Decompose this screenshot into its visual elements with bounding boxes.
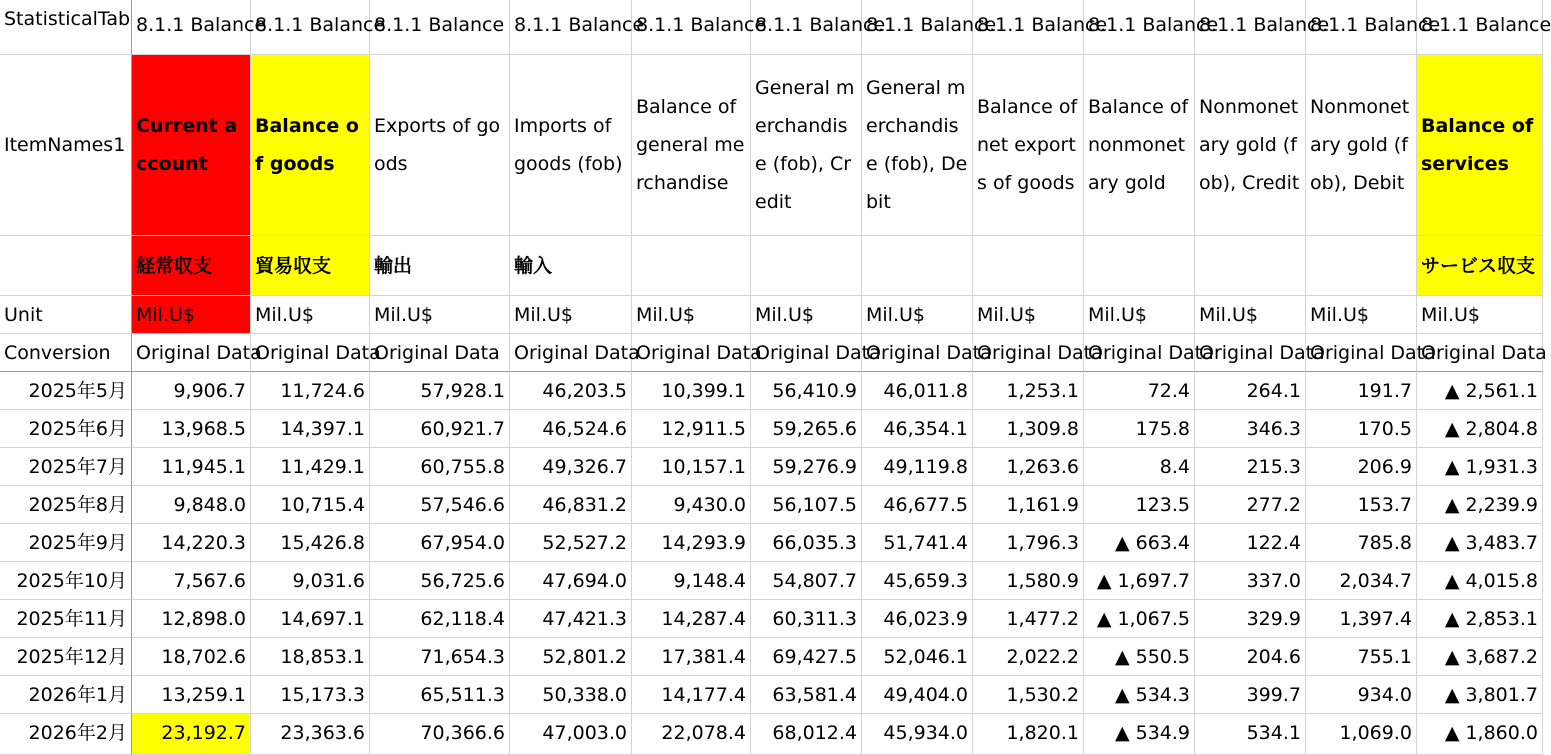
header-title[interactable]: 8.1.1 Balance [751,0,862,55]
data-cell[interactable]: 71,654.3 [370,638,510,676]
row-date[interactable]: 2025年5月 [0,372,132,410]
data-cell[interactable]: 22,078.4 [632,714,751,755]
data-cell[interactable]: 60,311.3 [751,600,862,638]
data-cell[interactable]: 1,477.2 [973,600,1084,638]
header-item-name[interactable]: Imports of goods (fob) [510,55,632,236]
data-cell[interactable]: 46,354.1 [862,410,973,448]
data-cell[interactable]: ▲ 3,483.7 [1417,524,1543,562]
data-cell[interactable]: ▲ 2,804.8 [1417,410,1543,448]
header-title[interactable]: 8.1.1 Balance [370,0,510,55]
data-cell[interactable]: 46,203.5 [510,372,632,410]
header-item-name[interactable]: Balance of net exports of goods [973,55,1084,236]
data-cell[interactable]: ▲ 3,801.7 [1417,676,1543,714]
header-title[interactable]: 8.1.1 Balance [1306,0,1417,55]
data-cell[interactable]: 46,524.6 [510,410,632,448]
header-conversion[interactable]: Original Data [251,334,370,372]
header-title[interactable]: 8.1.1 Balance [1084,0,1195,55]
data-cell[interactable]: 14,697.1 [251,600,370,638]
data-cell[interactable]: 69,427.5 [751,638,862,676]
row-date[interactable]: 2025年8月 [0,486,132,524]
header-conversion[interactable]: Original Data [973,334,1084,372]
row-label-blank[interactable] [0,236,132,296]
data-cell[interactable]: ▲ 1,860.0 [1417,714,1543,755]
data-cell[interactable]: 9,148.4 [632,562,751,600]
data-cell[interactable]: ▲ 534.9 [1084,714,1195,755]
data-cell[interactable]: 62,118.4 [370,600,510,638]
data-cell[interactable]: 49,404.0 [862,676,973,714]
data-cell[interactable]: 123.5 [1084,486,1195,524]
row-label-unit[interactable]: Unit [0,296,132,334]
data-cell[interactable]: 175.8 [1084,410,1195,448]
data-cell[interactable]: 12,898.0 [132,600,251,638]
header-conversion[interactable]: Original Data [632,334,751,372]
header-unit[interactable]: Mil.U$ [132,296,251,334]
header-item-name[interactable]: General merchandise (fob), Debit [862,55,973,236]
data-cell[interactable]: 57,928.1 [370,372,510,410]
data-cell[interactable]: 57,546.6 [370,486,510,524]
data-cell[interactable]: ▲ 3,687.2 [1417,638,1543,676]
header-unit[interactable]: Mil.U$ [1417,296,1543,334]
data-cell[interactable]: 1,580.9 [973,562,1084,600]
data-cell[interactable]: 49,326.7 [510,448,632,486]
header-unit[interactable]: Mil.U$ [751,296,862,334]
data-cell[interactable]: ▲ 1,931.3 [1417,448,1543,486]
data-cell[interactable]: 1,263.6 [973,448,1084,486]
data-cell[interactable]: 11,429.1 [251,448,370,486]
header-japanese-name[interactable] [1306,236,1417,296]
header-title[interactable]: 8.1.1 Balance [1417,0,1543,55]
header-item-name[interactable]: Nonmonetary gold (fob), Credit [1195,55,1306,236]
header-japanese-name[interactable] [1084,236,1195,296]
data-cell[interactable]: ▲ 663.4 [1084,524,1195,562]
data-cell[interactable]: 72.4 [1084,372,1195,410]
header-unit[interactable]: Mil.U$ [973,296,1084,334]
data-cell[interactable]: 52,801.2 [510,638,632,676]
header-conversion[interactable]: Original Data [132,334,251,372]
data-cell[interactable]: 8.4 [1084,448,1195,486]
data-cell[interactable]: 9,031.6 [251,562,370,600]
header-unit[interactable]: Mil.U$ [862,296,973,334]
data-cell[interactable]: 7,567.6 [132,562,251,600]
header-japanese-name[interactable]: 輸入 [510,236,632,296]
data-cell[interactable]: 11,945.1 [132,448,251,486]
data-cell[interactable]: ▲ 1,067.5 [1084,600,1195,638]
data-cell[interactable]: 15,173.3 [251,676,370,714]
header-unit[interactable]: Mil.U$ [1084,296,1195,334]
header-title[interactable]: 8.1.1 Balance [251,0,370,55]
data-cell[interactable]: 934.0 [1306,676,1417,714]
data-cell[interactable]: 1,530.2 [973,676,1084,714]
data-cell[interactable]: 399.7 [1195,676,1306,714]
data-cell[interactable]: 785.8 [1306,524,1417,562]
data-cell[interactable]: 12,911.5 [632,410,751,448]
header-item-name[interactable]: Exports of goods [370,55,510,236]
row-label-statistical-table[interactable]: StatisticalTab [0,0,132,55]
data-cell[interactable]: 10,399.1 [632,372,751,410]
data-cell[interactable]: 50,338.0 [510,676,632,714]
row-date[interactable]: 2026年1月 [0,676,132,714]
row-label-conversion[interactable]: Conversion [0,334,132,372]
data-cell[interactable]: 52,527.2 [510,524,632,562]
row-label-item-names[interactable]: ItemNames1 [0,55,132,236]
data-cell[interactable]: 277.2 [1195,486,1306,524]
header-title[interactable]: 8.1.1 Balance [973,0,1084,55]
data-cell[interactable]: 52,046.1 [862,638,973,676]
data-cell[interactable]: 9,430.0 [632,486,751,524]
row-date[interactable]: 2025年6月 [0,410,132,448]
header-japanese-name[interactable] [751,236,862,296]
data-cell[interactable]: 60,755.8 [370,448,510,486]
header-conversion[interactable]: Original Data [510,334,632,372]
data-cell[interactable]: 15,426.8 [251,524,370,562]
data-cell[interactable]: 337.0 [1195,562,1306,600]
data-cell[interactable]: 11,724.6 [251,372,370,410]
data-cell[interactable]: 56,410.9 [751,372,862,410]
data-cell[interactable]: 46,677.5 [862,486,973,524]
data-cell[interactable]: 10,715.4 [251,486,370,524]
data-cell[interactable]: 14,177.4 [632,676,751,714]
data-cell[interactable]: 346.3 [1195,410,1306,448]
header-title[interactable]: 8.1.1 Balance [632,0,751,55]
header-item-name[interactable]: Nonmonetary gold (fob), Debit [1306,55,1417,236]
header-title[interactable]: 8.1.1 Balance [132,0,251,55]
data-cell[interactable]: 2,034.7 [1306,562,1417,600]
data-cell[interactable]: 65,511.3 [370,676,510,714]
data-cell[interactable]: 23,363.6 [251,714,370,755]
data-cell[interactable]: ▲ 2,853.1 [1417,600,1543,638]
header-conversion[interactable]: Original Data [1306,334,1417,372]
data-cell[interactable]: 1,820.1 [973,714,1084,755]
row-date[interactable]: 2026年2月 [0,714,132,755]
data-cell[interactable]: 18,702.6 [132,638,251,676]
header-conversion[interactable]: Original Data [862,334,973,372]
data-cell[interactable]: 45,934.0 [862,714,973,755]
header-item-name[interactable]: Balance of goods [251,55,370,236]
data-cell[interactable]: 13,968.5 [132,410,251,448]
row-date[interactable]: 2025年7月 [0,448,132,486]
header-conversion[interactable]: Original Data [370,334,510,372]
data-cell[interactable]: 66,035.3 [751,524,862,562]
header-conversion[interactable]: Original Data [1195,334,1306,372]
data-cell[interactable]: 264.1 [1195,372,1306,410]
header-japanese-name[interactable] [973,236,1084,296]
header-japanese-name[interactable] [1195,236,1306,296]
data-cell[interactable]: 206.9 [1306,448,1417,486]
data-cell[interactable]: 47,694.0 [510,562,632,600]
data-cell[interactable]: 14,287.4 [632,600,751,638]
row-date[interactable]: 2025年11月 [0,600,132,638]
data-cell[interactable]: 59,265.6 [751,410,862,448]
data-cell[interactable]: 49,119.8 [862,448,973,486]
data-cell[interactable]: 46,831.2 [510,486,632,524]
data-cell[interactable]: 191.7 [1306,372,1417,410]
data-cell[interactable]: 47,003.0 [510,714,632,755]
data-cell[interactable]: ▲ 550.5 [1084,638,1195,676]
header-unit[interactable]: Mil.U$ [510,296,632,334]
header-item-name[interactable]: Balance of general merchandise [632,55,751,236]
data-cell[interactable]: 2,022.2 [973,638,1084,676]
data-cell[interactable]: 1,309.8 [973,410,1084,448]
data-cell[interactable]: 204.6 [1195,638,1306,676]
data-cell[interactable]: 17,381.4 [632,638,751,676]
data-cell[interactable]: 56,107.5 [751,486,862,524]
data-cell[interactable]: 1,796.3 [973,524,1084,562]
header-conversion[interactable]: Original Data [751,334,862,372]
header-unit[interactable]: Mil.U$ [251,296,370,334]
header-title[interactable]: 8.1.1 Balance [1195,0,1306,55]
data-cell[interactable]: 56,725.6 [370,562,510,600]
header-unit[interactable]: Mil.U$ [1195,296,1306,334]
row-date[interactable]: 2025年10月 [0,562,132,600]
data-cell[interactable]: ▲ 534.3 [1084,676,1195,714]
header-japanese-name[interactable] [632,236,751,296]
header-conversion[interactable]: Original Data [1417,334,1543,372]
data-cell[interactable]: ▲ 2,561.1 [1417,372,1543,410]
header-japanese-name[interactable]: 輸出 [370,236,510,296]
header-unit[interactable]: Mil.U$ [1306,296,1417,334]
data-cell[interactable]: 534.1 [1195,714,1306,755]
data-cell[interactable]: 329.9 [1195,600,1306,638]
data-cell[interactable]: ▲ 4,015.8 [1417,562,1543,600]
data-cell[interactable]: 54,807.7 [751,562,862,600]
data-cell[interactable]: 153.7 [1306,486,1417,524]
data-cell[interactable]: 68,012.4 [751,714,862,755]
data-cell[interactable]: 122.4 [1195,524,1306,562]
data-cell[interactable]: 170.5 [1306,410,1417,448]
header-japanese-name[interactable]: サービス収支 [1417,236,1543,296]
header-title[interactable]: 8.1.1 Balance [862,0,973,55]
data-cell[interactable]: 9,906.7 [132,372,251,410]
data-cell[interactable]: 63,581.4 [751,676,862,714]
row-date[interactable]: 2025年12月 [0,638,132,676]
header-item-name[interactable]: Balance of services [1417,55,1543,236]
data-cell[interactable]: 23,192.7 [132,714,251,755]
data-cell[interactable]: 46,023.9 [862,600,973,638]
header-item-name[interactable]: General merchandise (fob), Credit [751,55,862,236]
data-cell[interactable]: ▲ 2,239.9 [1417,486,1543,524]
data-cell[interactable]: 13,259.1 [132,676,251,714]
header-unit[interactable]: Mil.U$ [632,296,751,334]
data-cell[interactable]: 70,366.6 [370,714,510,755]
data-cell[interactable]: 47,421.3 [510,600,632,638]
header-unit[interactable]: Mil.U$ [370,296,510,334]
data-cell[interactable]: 18,853.1 [251,638,370,676]
data-cell[interactable]: 14,220.3 [132,524,251,562]
data-cell[interactable]: 14,397.1 [251,410,370,448]
data-cell[interactable]: 46,011.8 [862,372,973,410]
header-item-name[interactable]: Current account [132,55,251,236]
data-cell[interactable]: 1,161.9 [973,486,1084,524]
data-cell[interactable]: 9,848.0 [132,486,251,524]
data-cell[interactable]: 1,253.1 [973,372,1084,410]
data-cell[interactable]: 60,921.7 [370,410,510,448]
data-cell[interactable]: 755.1 [1306,638,1417,676]
header-japanese-name[interactable] [862,236,973,296]
data-cell[interactable]: ▲ 1,697.7 [1084,562,1195,600]
data-cell[interactable]: 1,397.4 [1306,600,1417,638]
data-cell[interactable]: 67,954.0 [370,524,510,562]
data-cell[interactable]: 59,276.9 [751,448,862,486]
data-cell[interactable]: 1,069.0 [1306,714,1417,755]
data-cell[interactable]: 51,741.4 [862,524,973,562]
data-cell[interactable]: 45,659.3 [862,562,973,600]
header-japanese-name[interactable]: 経常収支 [132,236,251,296]
data-cell[interactable]: 14,293.9 [632,524,751,562]
header-japanese-name[interactable]: 貿易収支 [251,236,370,296]
header-item-name[interactable]: Balance of nonmonetary gold [1084,55,1195,236]
row-date[interactable]: 2025年9月 [0,524,132,562]
data-cell[interactable]: 215.3 [1195,448,1306,486]
header-title[interactable]: 8.1.1 Balance [510,0,632,55]
data-cell[interactable]: 10,157.1 [632,448,751,486]
header-conversion[interactable]: Original Data [1084,334,1195,372]
